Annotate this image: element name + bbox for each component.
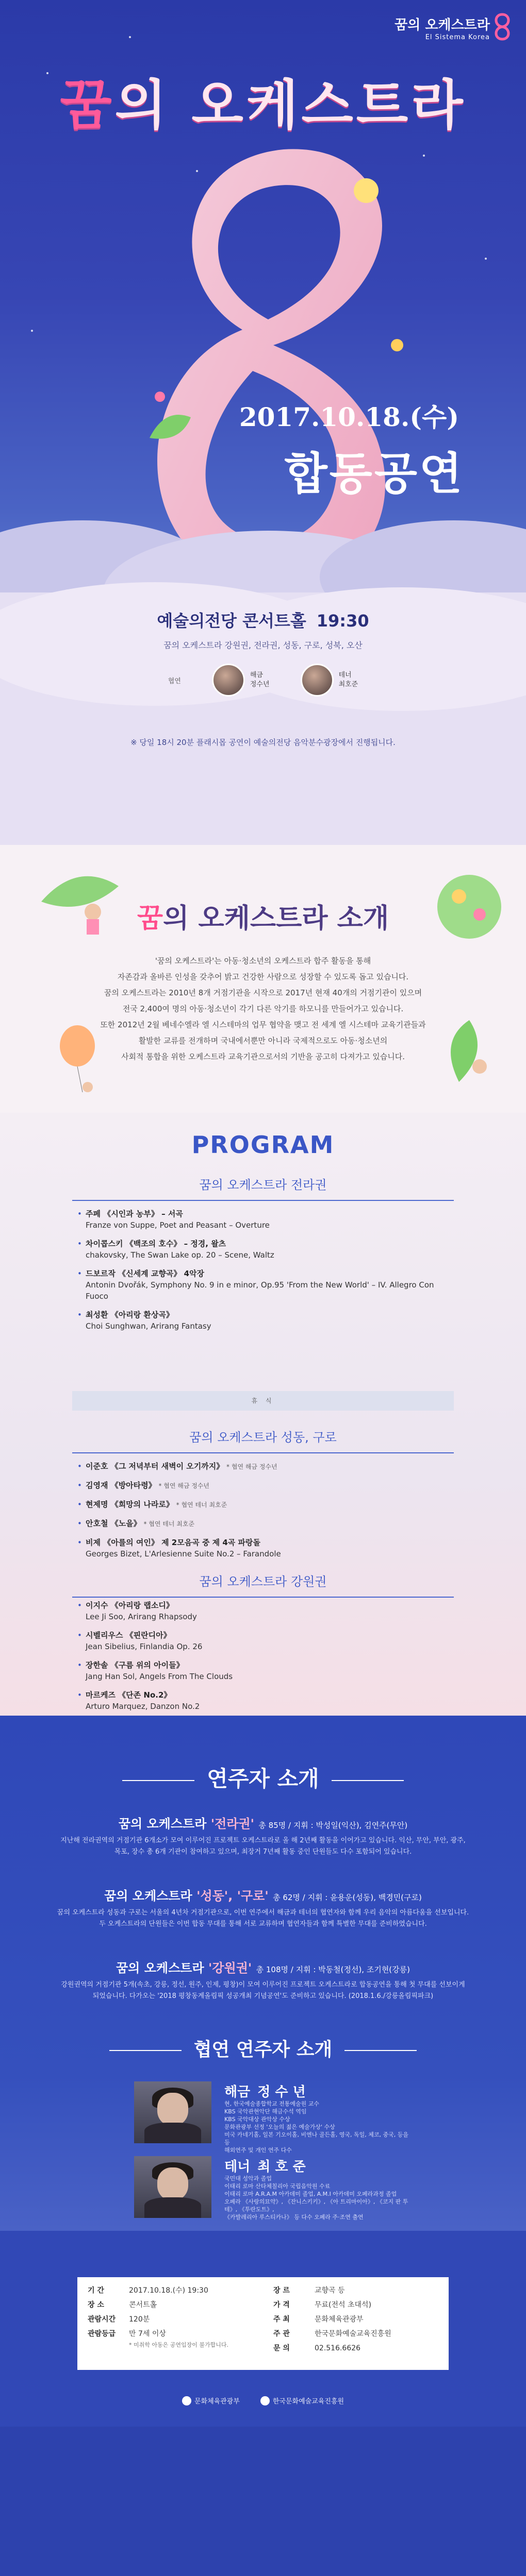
program-region-title: 꿈의 오케스트라 강원권 (72, 1571, 454, 1598)
program-item (77, 1208, 449, 1231)
career-line: 오페라 《사랑의묘약》, 《잔니스키키》, 《아 트리마이아》, 《코지 판 투테》, 《투란도트》, (224, 2198, 408, 2213)
info-key: 가 격 (273, 2301, 290, 2309)
sponsor-logo (182, 2396, 240, 2405)
event-info-box (77, 2277, 449, 2370)
piece-english: Antonin Dvořák, Symphony No. 9 in e minor, Op.95 'From the New World' – IV. Allegro Con Fuoco (86, 1280, 434, 1301)
intro-title (0, 896, 526, 935)
guest-name: 최호준 (338, 681, 358, 688)
info-value: 문화체육관광부 (315, 2315, 364, 2324)
program-item (77, 1659, 449, 1682)
career-line: 이태리 로마 산타체칠리아 국립음악원 수료 (224, 2183, 331, 2190)
program-item (77, 1309, 449, 1332)
sponsor-name: 문화체육관광부 (194, 2398, 240, 2405)
info-row (88, 2312, 263, 2327)
info-value: 교향곡 등 (315, 2286, 345, 2295)
info-row (88, 2298, 263, 2312)
career-line: 미국 카네기홀, 일본 기오이홀, 비엔나 골든홀, 영국, 독일, 체코, 중국, 등을 등 (224, 2131, 408, 2146)
piece-english: Lee Ji Soo, Arirang Rhapsody (86, 1612, 197, 1621)
brand-logo (395, 14, 490, 41)
logo-mark-icon (492, 12, 513, 41)
piece-title: • 시벨리우스 《핀란디아》 (86, 1631, 171, 1640)
piece-english: Choi Sunghwan, Arirang Fantasy (86, 1321, 211, 1331)
intro-paragraph: 활발한 교류를 전개하며 국내에서뿐만 아니라 국제적으로도 아동·청소년의 (138, 1036, 388, 1045)
guest-card-tenor (134, 2156, 423, 2223)
orchestra-prefix: 꿈의 오케스트라 (116, 1961, 204, 1975)
intro-paragraph: 또한 2012년 2월 베네수엘라 엘 시스테마의 업무 협약을 맺고 전 세계 엘 시스테마 교육기관들과 (100, 1020, 426, 1029)
intro-paragraph: 전국 2,400여 명의 아동·청소년이 각기 다른 악기를 하모니를 만들어가고 있습니다. (122, 1004, 404, 1013)
brand-logo-main: 꿈의 오케스트라 (395, 18, 490, 33)
intro-paragraph: '꿈의 오케스트라'는 아동·청소년의 오케스트라 합주 활동을 통해 (155, 956, 371, 965)
piece-title: • 마르케즈 《단존 No.2》 (86, 1690, 172, 1700)
orchestra-meta: 총 62명 / 지휘 : 윤용운(성동), 백경민(구로) (273, 1893, 422, 1902)
guest-tenor (301, 664, 358, 697)
program-title: PROGRAM (191, 1131, 335, 1159)
info-note: * 미취학 아동은 공연입장이 불가합니다. (129, 2342, 228, 2348)
program-item (77, 1537, 449, 1560)
info-key: 주 최 (273, 2315, 290, 2324)
piece-title: 현제명 《희망의 나라로》 (86, 1500, 174, 1509)
piece-title: • 최성환 《아리랑 환상곡》 (86, 1310, 174, 1319)
orchestra-name: '전라권' (210, 1817, 255, 1831)
guest-careers (224, 2175, 410, 2221)
program-list (77, 1600, 449, 1719)
piece-title: • 드보르작 《신세계 교향곡》 4악장 (86, 1269, 204, 1278)
piece-english: Georges Bizet, L'Arlesienne Suite No.2 – Farandole (86, 1549, 281, 1558)
career-line: KBS 국악관현악단 해금수석 역임 (224, 2108, 307, 2115)
program-item (77, 1518, 449, 1530)
intro-title-rest: 의 오케스트라 소개 (163, 903, 389, 934)
avatar (301, 664, 334, 697)
info-column-left (88, 2283, 263, 2349)
program-item (77, 1600, 449, 1622)
info-value: 무료(전석 초대석) (315, 2301, 372, 2309)
info-value: 120분 (129, 2315, 150, 2324)
info-row (273, 2327, 449, 2341)
guest-role: 테너 (224, 2159, 251, 2175)
career-line: 이태리 로마 A.R.A.M 아카데미 졸업, A.M.I 아카데미 오페라과정 졸업 (224, 2191, 397, 2197)
hero-title-accent: 꿈 (60, 73, 115, 137)
guest-caption (250, 671, 270, 689)
guest-performers-title-text: 협연 연주자 소개 (193, 2039, 333, 2060)
info-key: 장 르 (273, 2286, 290, 2295)
piece-english: Jang Han Sol, Angels From The Clouds (86, 1672, 233, 1681)
piece-title: • 장한솔 《구름 위의 아이들》 (86, 1660, 184, 1670)
info-column-right (273, 2283, 449, 2355)
star-decoration (31, 330, 33, 332)
piece-soloist: * 협연 테너 최호준 (176, 1501, 227, 1509)
guest-row (0, 664, 526, 697)
intro-paragraph: 자존감과 올바른 인성을 갖추어 밝고 건강한 사람으로 성장할 수 있도록 돕고 있습니다. (117, 972, 409, 981)
event-title: 합동공연 (284, 448, 464, 500)
avatar (212, 664, 245, 697)
guest-name: 정 수 년 (257, 2084, 306, 2100)
piece-title: 이준호 《그 저녁부터 새벽이 오기까지》 (86, 1462, 224, 1471)
career-line: 《카발레리아 루스티카나》 등 다수 오페라 주·조연 출연 (224, 2214, 364, 2221)
piece-title: • 이지수 《아리랑 랩소디》 (86, 1601, 174, 1610)
orchestra-name: '강원권' (208, 1961, 252, 1975)
sponsor-logo (260, 2396, 344, 2405)
footer-background (0, 2427, 526, 2576)
info-row (88, 2327, 263, 2341)
hero-section (0, 0, 526, 845)
hero-title-rest: 의 오케스트라 (114, 73, 466, 137)
program-item (77, 1480, 449, 1492)
info-key: 주 관 (273, 2330, 290, 2338)
piece-title: • 차이콥스키 《백조의 호수》 – 정경, 왈츠 (86, 1239, 226, 1248)
venue-name: 예술의전당 콘서트홀 (157, 611, 306, 631)
career-line: 현, 한국예술종합학교 전통예술원 교수 (224, 2100, 320, 2107)
guest-name: 정수년 (250, 681, 270, 688)
info-row (273, 2283, 449, 2298)
guest-card-haegeum (134, 2081, 423, 2154)
orchestra-heading (0, 1958, 526, 1976)
intermission-bar: 휴 식 (72, 1391, 454, 1411)
orchestra-name: '성동', '구로' (196, 1889, 269, 1903)
guest-performers-title (0, 2035, 526, 2061)
guest-name-line (224, 2156, 306, 2175)
brand-logo-sub: El Sistema Korea (425, 33, 490, 41)
info-key: 관람등급 (88, 2330, 116, 2338)
event-time: 19:30 (316, 611, 369, 631)
orchestra-description: 꿈의 오케스트라 성동과 구로는 서울의 4년차 거점기관으로, 이번 연주에서 해금과 테너의 협연자와 함께 우리 음악의 아름다움을 선보입니다. 두 오케스트라의 단원들은 이번 합동 무대를 통해 서로 교류하며 협연자들과 함께 특별한 무대를 준비하였습니다. (57, 1909, 469, 1928)
program-region-title: 꿈의 오케스트라 전라권 (72, 1175, 454, 1201)
career-line: KBS 국악대상 관악상 수상 (224, 2116, 290, 2123)
guest-careers (224, 2100, 410, 2154)
program-item (77, 1238, 449, 1261)
government-emblem-icon (182, 2396, 191, 2405)
info-value: 02.516.6626 (315, 2344, 361, 2352)
piece-soloist: * 협연 테너 최호준 (143, 1520, 195, 1528)
info-value: 콘서트홀 (129, 2301, 157, 2309)
guest-haegeum (212, 664, 270, 697)
performer-list: 꿈의 오케스트라 강원권, 전라권, 성동, 구로, 성북, 오산 (163, 640, 363, 650)
piece-soloist: * 협연 해금 정수년 (226, 1463, 277, 1470)
piece-english: Jean Sibelius, Finlandia Op. 26 (86, 1642, 203, 1651)
guest-role: 해금 (224, 2084, 251, 2100)
orchestra-description: 강원권역의 거점기관 5개(속초, 강릉, 정선, 원주, 인제, 평창)이 모여 이루어진 프로젝트 오케스트라로 합동공연을 통해 첫 무대를 선보이게 되었습니다. 다가오는 '2018 평창동계올림픽 성공개최 기념공연'도 준비하고 있습니다. (2018.1.6./강릉올림픽파크) (61, 1981, 465, 2000)
program-item (77, 1630, 449, 1652)
info-row (273, 2298, 449, 2312)
orchestra-prefix: 꿈의 오케스트라 (118, 1817, 207, 1831)
piece-english: Arturo Marquez, Danzon No.2 (86, 1702, 200, 1711)
hero-title (0, 62, 526, 139)
program-list (77, 1461, 449, 1567)
star-decoration (485, 258, 487, 260)
intro-title-accent: 꿈 (137, 903, 163, 934)
intro-paragraph: 사회적 통합을 위한 오케스트라 교육기관으로서의 기반을 공고히 다져가고 있습니다. (121, 1052, 405, 1061)
footer-logos (0, 2396, 526, 2405)
guest-name-line (224, 2081, 306, 2100)
event-date: 2017.10.18.(수) (239, 402, 459, 432)
program-item (77, 1268, 449, 1302)
piece-title: 김영재 《방아타령》 (86, 1481, 156, 1490)
guest-label: 협연 (168, 677, 181, 685)
piece-soloist: * 협연 해금 정수년 (158, 1482, 210, 1489)
info-row (273, 2312, 449, 2327)
guest-role: 테너 (338, 671, 352, 679)
info-key: 문 의 (273, 2344, 290, 2352)
guest-role: 해금 (250, 671, 263, 679)
program-list (77, 1208, 449, 1339)
venue-line (0, 608, 526, 632)
guest-photo (134, 2081, 211, 2143)
program-item (77, 1499, 449, 1511)
career-line: 국민대 성악과 졸업 (224, 2175, 272, 2182)
career-line: 해외연주 및 개인 연주 다수 (224, 2147, 292, 2154)
star-decoration (129, 36, 131, 38)
sponsor-name: 한국문화예술교육진흥원 (272, 2398, 344, 2405)
piece-english: Franze von Suppe, Poet and Peasant – Overture (86, 1221, 270, 1230)
info-value: 한국문화예술교육진흥원 (315, 2330, 391, 2338)
guest-photo (134, 2156, 211, 2218)
intro-body (77, 953, 449, 1065)
info-row (88, 2283, 263, 2298)
piece-title: 안호철 《노을》 (86, 1519, 141, 1528)
guest-caption (339, 671, 358, 689)
info-row (273, 2341, 449, 2355)
info-value: 2017.10.18.(수) 19:30 (129, 2286, 208, 2295)
arte-emblem-icon (260, 2396, 270, 2405)
program-item (77, 1461, 449, 1472)
orchestra-meta: 총 108명 / 지휘 : 박동철(정선), 조기현(강릉) (256, 1965, 410, 1974)
orchestra-prefix: 꿈의 오케스트라 (104, 1889, 192, 1903)
orchestra-meta: 총 85명 / 지휘 : 박성일(익산), 김연주(무안) (258, 1821, 408, 1830)
performers-title (0, 1762, 526, 1793)
info-value: 만 7세 이상 (129, 2330, 166, 2338)
performers-title-text: 연주자 소개 (207, 1766, 319, 1791)
intro-paragraph: 꿈의 오케스트라는 2010년 8개 거점기관을 시작으로 2017년 현재 40개의 거점기관이 있으며 (104, 988, 422, 997)
guest-name: 최 호 준 (257, 2159, 306, 2175)
orchestra-description: 지난해 전라권역의 거점기관 6개소가 모여 이루어진 프로젝트 오케스트라로 올 해 2년째 활동을 이어가고 있습니다. 익산, 무안, 부안, 광주, 목포, 장수 총 6개 기관이 참여하고 있으며, 최장거 7년째 활동 중인 단원들도 다수 포함되어 있습니다. (60, 1837, 466, 1856)
piece-english: chakovsky, The Swan Lake op. 20 – Scene, Waltz (86, 1250, 274, 1260)
piece-title: • 주페 《시인과 농부》 – 서곡 (86, 1209, 183, 1218)
piece-title: • 비제 《아를의 여인》 제 2모음곡 중 제 4곡 파랑돌 (86, 1538, 260, 1547)
orchestra-heading (0, 1814, 526, 1832)
orchestra-heading (0, 1886, 526, 1904)
flashmob-note: ※ 당일 18시 20분 플래시몹 공연이 예술의전당 음악분수광장에서 진행됩니다. (130, 738, 396, 747)
info-key: 기 간 (88, 2286, 104, 2295)
info-key: 관람시간 (88, 2315, 116, 2324)
program-region-title: 꿈의 오케스트라 성동, 구로 (72, 1427, 454, 1453)
career-line: 문화관광부 선정 '오늘의 젊은 예술가상' 수상 (224, 2124, 335, 2130)
program-item (77, 1689, 449, 1712)
info-key: 장 소 (88, 2301, 104, 2309)
